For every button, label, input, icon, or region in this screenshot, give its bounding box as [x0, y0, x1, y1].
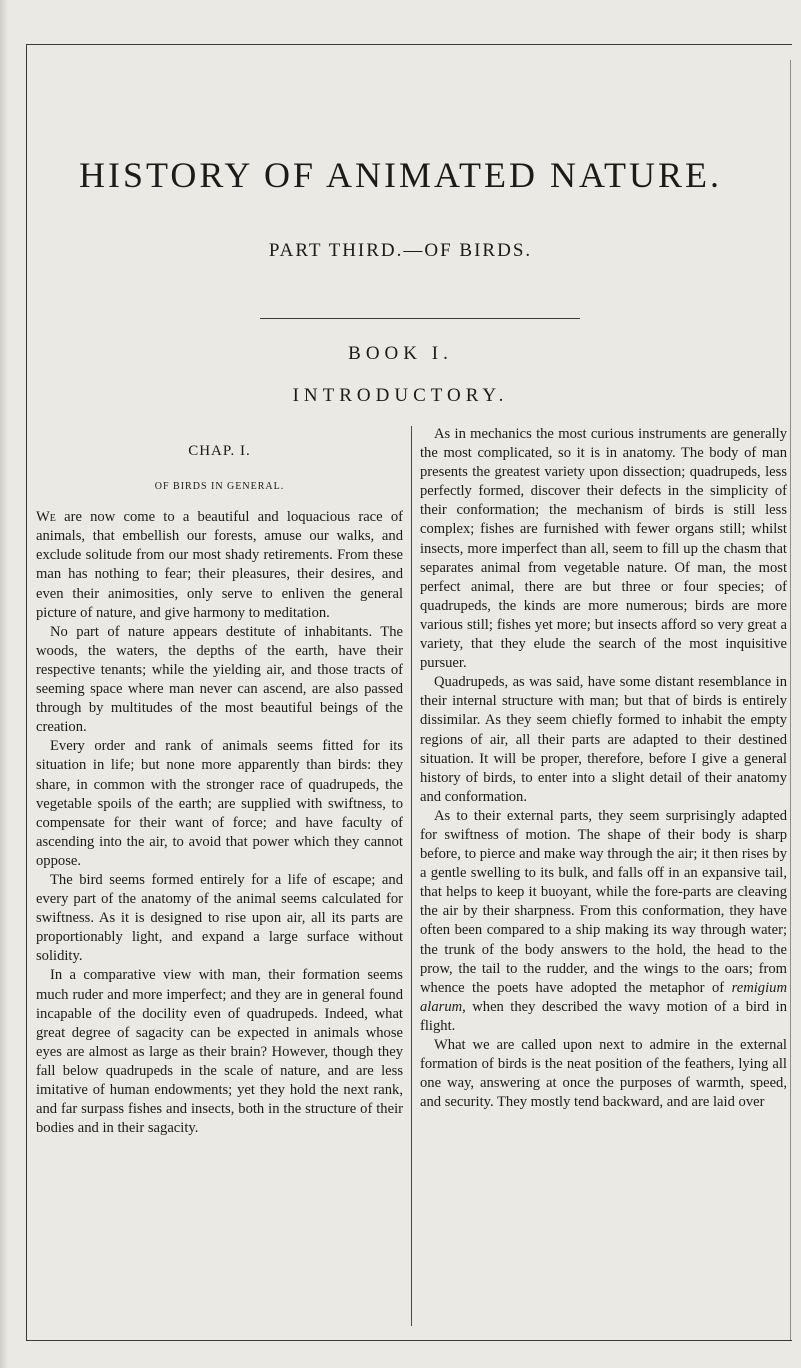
frame-left-border	[26, 44, 27, 1340]
left-column	[36, 428, 403, 1138]
paragraph-lead-word: We	[36, 509, 56, 526]
column-divider	[411, 426, 412, 1326]
paragraph: Every order and rank of animals seems fitted for its situation in life; but none more apparently than birds: they share, in common with the stronger race of quadrupeds, the vegetable spoils of the earth; are supplied with swiftness, to compensate for their want of force; and have faculty of ascending into the air, to avoid that power which they cannot oppose.	[36, 738, 403, 869]
paragraph-text: As to their external parts, they seem surprisingly adapted for swiftness of motion. The shape of their body is sharp before, to pierce and make way through the air; it then rises by a gentle swelling to its bulk, and falls off in an expansive tail, that helps to keep it buoyant, while the fore-parts are cleaving the air by their sharpness. From this conformation, they have often been compared to a ship making its way through water; the trunk of the body answers to the hold, the head to the prow, the tail to the rudder, and the wings to the oars; from whence the poets have adopted the metaphor of	[420, 807, 787, 996]
paragraph: No part of nature appears destitute of inhabitants. The woods, the waters, the depths of the earth, have their respective tenants; while the yielding air, and those tracts of seeming space where man never can ascend, are also passed through by multitudes of the most beautiful beings of the creation.	[36, 623, 403, 736]
paragraph	[420, 807, 787, 1036]
page-edge-shadow	[0, 0, 8, 1368]
paragraph-text: , when they described the wavy motion of a bird in flight.	[420, 998, 787, 1034]
main-title: HISTORY OF ANIMATED NATURE.	[78, 155, 723, 195]
frame-top-border	[26, 44, 792, 45]
book-title: BOOK I.	[348, 343, 453, 364]
title-rule	[260, 318, 580, 319]
paragraph: The bird seems formed entirely for a life of escape; and every part of the anatomy of the animal seems calculated for swiftness. As it is designed to rise upon air, all its parts are proportionably light, and expand a large surface without solidity.	[36, 871, 403, 965]
latin-phrase: remigium alarum	[420, 979, 787, 1015]
paragraph: What we are called upon next to admire in the external formation of birds is the neat position of the feathers, lying all one way, answering at once the purposes of warmth, speed, and security. They mostly tend backward, and are laid over	[420, 1037, 787, 1111]
paragraph: In a comparative view with man, their formation seems much ruder and more imperfect; and they are in general found incapable of the docility even of quadrupeds. Indeed, what great degree of sagacity can be expected in animals whose eyes are almost as large as their brain? However, though they fall below quadrupeds in the scale of nature, and are less imitative of human endowments; yet they hold the next rank, and far surpass fishes and insects, both in the structure of their bodies and in their sagacity.	[36, 967, 403, 1137]
chapter-subheading: OF BIRDS IN GENERAL.	[154, 481, 285, 493]
intro-title: INTRODUCTORY.	[292, 385, 509, 406]
paragraph	[36, 508, 403, 623]
paragraph-text: are now come to a beautiful and loquacious race of animals, that embellish our forests, amuse our walks, and exclude solitude from our most shady retirements. From these man has nothing to fear; their pleasures, their desires, and even their animosities, only serve to enliven the general picture of nature, and give harmony to meditation.	[36, 509, 403, 621]
right-column	[420, 425, 787, 1112]
paragraph: As in mechanics the most curious instruments are generally the most complicated, so it is in anatomy. The body of man presents the greatest variety upon dissection; quadrupeds, less perfectly formed, discover their defects in the simplicity of their conformation; the mechanism of birds is still less complex; fishes are furnished with fewer organs still; whilst insects, more imperfect than all, seem to fill up the chasm that separates animal from vegetable nature. Of man, the most perfect animal, there are but three or four species; of quadrupeds, the kinds are more numerous; birds are more various still; fishes yet more; but insects afford so very great a variety, that they elude the search of the most inquisitive pursuer.	[420, 426, 787, 672]
frame-bottom-border	[26, 1340, 792, 1341]
chapter-heading: CHAP. I.	[188, 443, 251, 459]
paragraph: Quadrupeds, as was said, have some distant resemblance in their internal structure with man; but that of birds is entirely dissimilar. As they seem chiefly formed to inhabit the empty regions of air, all their parts are adapted to their destined situation. It will be proper, therefore, before I give a general history of birds, to enter into a slight detail of their anatomy and conformation.	[420, 674, 787, 805]
part-title: PART THIRD.—OF BIRDS.	[268, 240, 533, 261]
